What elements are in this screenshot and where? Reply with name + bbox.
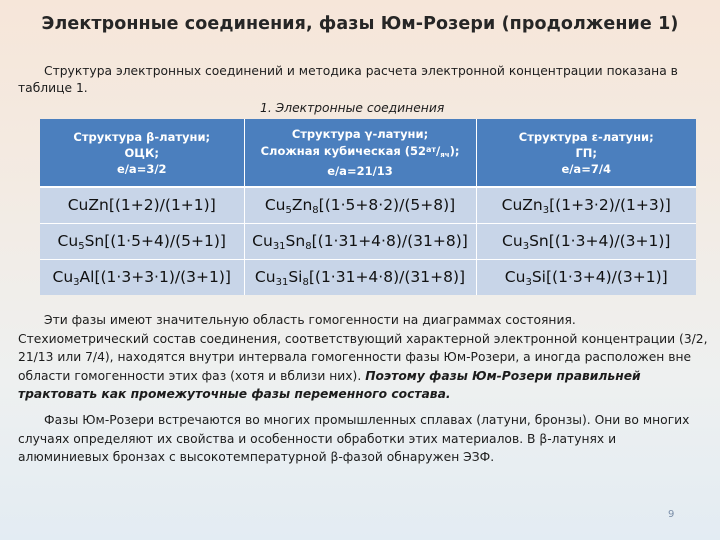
subscript: 5: [78, 240, 85, 252]
table-cell: [476, 187, 696, 224]
formula-part: Cu: [52, 267, 74, 286]
formula-part: Si: [288, 267, 303, 286]
table-cell: [476, 260, 696, 296]
table-row: [40, 187, 696, 224]
formula-part: Cu: [504, 267, 526, 286]
header-line: [248, 142, 473, 163]
table-header-row: [40, 119, 696, 187]
formula-part: Si[(1·3+4)/(3+1)]: [531, 267, 668, 286]
table-cell: [40, 224, 244, 260]
table-cell: [476, 224, 696, 260]
header-line: Структура β-латуни;: [73, 129, 211, 144]
subscript: яч: [440, 151, 450, 159]
header-line: е/а=7/4: [561, 161, 612, 176]
header-text: );: [449, 144, 460, 158]
subscript: 3: [542, 204, 550, 216]
emphasis-text: Поэтому фазы Юм-Розери правильней трактовать как промежуточные фазы переменного состава.: [18, 368, 641, 402]
formula-part: Zn: [291, 195, 313, 214]
subscript: 8: [312, 204, 319, 216]
formula-part: [(1+3·2)/(1+3)]: [549, 195, 671, 214]
header-line: Структура ε-латуни;: [518, 129, 654, 144]
paragraph-text: Эти фазы имеют значительную область гомогенности на диаграммах состояния. Стехиометрический состав соединения, соответствующий характерной электронной концентрации (3/2, 21/13 или 7/4), находятся внутри интервала гомогенности фазы Юм-Розери, а иногда расположен вне области гомогенности этих фаз (хотя и вблизи них).: [18, 313, 708, 383]
superscript: ат: [426, 145, 437, 154]
formula-part: [(1·5+8·2)/(5+8)]: [318, 195, 456, 214]
formula-part: Cu: [57, 231, 79, 250]
header-line: е/а=3/2: [116, 161, 167, 176]
subscript: 3: [525, 276, 532, 288]
subscript: 8: [305, 240, 312, 252]
table-row: [40, 224, 696, 260]
formula-part: Sn[(1·5+4)/(5+1)]: [84, 231, 226, 250]
header-text: Сложная кубическая (52: [260, 144, 426, 158]
formula-part: Sn[(1·3+4)/(3+1)]: [529, 231, 671, 250]
formula-part: Sn: [285, 231, 306, 250]
formula-part: Al[(1·3+3·1)/(3+1)]: [79, 267, 231, 286]
subscript: 8: [302, 276, 309, 288]
header-line: ОЦК;: [124, 145, 159, 160]
formula-part: Cu: [254, 267, 276, 286]
formula-part: [(1·31+4·8)/(31+8)]: [308, 267, 466, 286]
formula-part: CuZn: [501, 195, 543, 214]
subscript: 3: [73, 276, 80, 288]
header-beta-brass: [40, 119, 244, 187]
table-cell: [244, 187, 476, 224]
header-line: Структура γ-латуни;: [291, 127, 429, 141]
subscript: 5: [285, 204, 292, 216]
subscript: 31: [275, 276, 289, 288]
formula-part: [(1·31+4·8)/(31+8)]: [311, 231, 468, 250]
electron-compounds-table: [40, 119, 696, 295]
header-line: е/а=21/13: [327, 164, 393, 178]
intro-paragraph: Структура электронных соединений и методика расчета электронной концентрации показана в таблице 1.: [18, 64, 678, 95]
table-cell: [40, 187, 244, 224]
homogeneity-paragraph: [18, 311, 708, 404]
table-cell: [244, 224, 476, 260]
subscript: 31: [272, 240, 286, 252]
table-cell: [40, 260, 244, 296]
subscript: 3: [522, 240, 530, 252]
formula-part: Cu: [252, 231, 273, 250]
table-row: [40, 260, 696, 296]
header-epsilon-brass: [476, 119, 696, 187]
header-text: /: [436, 144, 441, 158]
page-number: 9: [668, 509, 675, 520]
formula-part: Cu: [264, 195, 286, 214]
table-caption: 1. Электронные соединения: [260, 101, 445, 115]
formula-part: CuZn[(1+2)/(1+1)]: [67, 195, 216, 214]
table-cell: [244, 260, 476, 296]
applications-paragraph: Фазы Юм-Розери встречаются во многих промышленных сплавах (латуни, бронзы). Они во многих случаях определяют их свойства и особенности обработки этих материалов. В β-латунях и алюминиевых бронзах с высокотемпературной β-фазой обнаружен ЭЗФ.: [18, 413, 690, 465]
slide-title: Электронные соединения, фазы Юм-Розери (продолжение 1): [41, 14, 679, 34]
header-line: ГП;: [575, 145, 598, 160]
header-gamma-brass: [244, 119, 476, 187]
formula-part: Cu: [502, 231, 523, 250]
